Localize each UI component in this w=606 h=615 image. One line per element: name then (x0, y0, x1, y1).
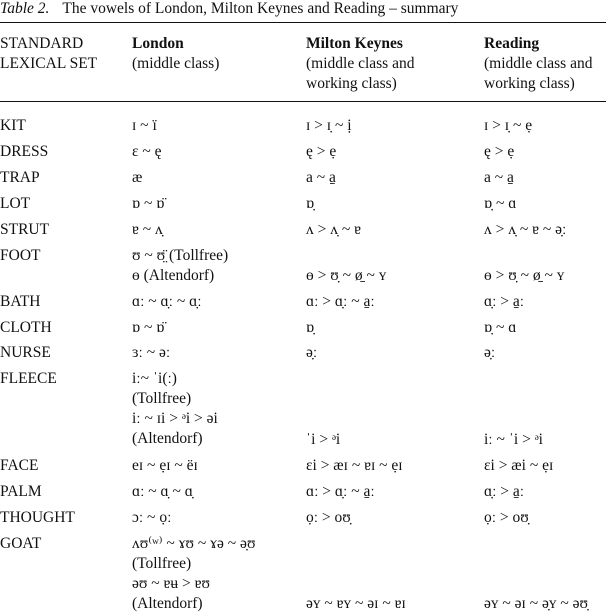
header-line: Milton Keynes (306, 35, 403, 52)
lexical-set-cell: KIT (0, 117, 26, 134)
london-cell (132, 508, 171, 528)
lexical-set-cell: STRUT (0, 220, 50, 238)
london-cell-line: ɔː ~ ọː (132, 508, 172, 526)
lexical-set-cell: THOUGHT (0, 508, 75, 526)
header-rule (0, 101, 606, 102)
lexical-set-cell: FACE (0, 456, 39, 474)
lexical-set-cell: GOAT (0, 534, 42, 552)
milton-keynes-cell: ọː > oʊ̣ (306, 508, 351, 526)
milton-keynes-cell: ɑː > ɑ̣ː ~ a̠ː (306, 292, 375, 310)
reading-cell: a ~ a̠ (484, 168, 514, 186)
london-cell (132, 343, 170, 363)
header-lexical-set (0, 34, 97, 74)
reading-cell: ɪ > ɪ̣ ~ ẹ (484, 117, 533, 134)
header-milton-keynes (306, 34, 414, 94)
header-london (132, 34, 219, 74)
header-line: working class) (484, 75, 575, 92)
reading-cell: ɑ̣ː > a̠ː (484, 482, 525, 500)
milton-keynes-cell: ɒ̣ (306, 318, 315, 336)
header-line: LEXICAL SET (0, 55, 98, 72)
reading-cell: iː ~ ˈi > ᵊi (484, 430, 543, 448)
header-line: Reading (484, 35, 540, 52)
london-cell-line: (Tollfree) (132, 390, 192, 408)
lexical-set-cell: FLEECE (0, 370, 57, 388)
london-cell-line: (Altendorf) (132, 594, 203, 612)
milton-keynes-cell: ɒ̣ (306, 194, 315, 212)
london-cell (132, 369, 218, 449)
milton-keynes-cell: ɪ > ɪ̣ ~ ị (306, 117, 352, 134)
reading-cell: ɒ̣ ~ ɑ (484, 194, 517, 212)
london-cell (132, 534, 255, 614)
london-cell-line: ɜː ~ əː (132, 344, 171, 362)
lexical-set-cell: BATH (0, 292, 41, 310)
header-line: working class) (306, 75, 397, 92)
london-cell-line: ɒ ~ ɒ̈ (132, 318, 165, 336)
milton-keynes-cell: əʏ ~ ɐʏ ~ əɪ ~ ɐɪ (306, 595, 406, 613)
lexical-set-cell: NURSE (0, 344, 51, 362)
london-cell (132, 116, 157, 136)
reading-cell: ɒ̣ ~ ɑ (484, 318, 517, 336)
table-caption (0, 0, 458, 20)
lexical-set-cell: CLOTH (0, 318, 52, 336)
lexical-set-cell: TRAP (0, 168, 40, 186)
milton-keynes-cell: ɛi > æɪ ~ ɐɪ ~ ẹɪ (306, 456, 403, 474)
milton-keynes-cell: ę > ẹ (306, 142, 337, 160)
london-cell-line: ʊ ~ ʊ̤̈ (Tollfree) (132, 246, 229, 264)
table-number: Table 2. (0, 0, 50, 17)
reading-cell: ɑ̣ː > a̠ː (484, 292, 525, 310)
london-cell-line: ɵ (Altendorf) (132, 266, 215, 284)
header-line: (middle class and (306, 55, 415, 72)
header-line: (middle class) (132, 55, 220, 72)
reading-cell: ə̣ː (484, 344, 496, 362)
reading-cell: əʏ ~ əɪ ~ ə̣ʏ ~ əʊ̣ (484, 595, 589, 613)
header-reading (484, 34, 592, 94)
milton-keynes-cell: ʌ > ʌ̣ ~ ɐ (306, 220, 362, 238)
reading-cell: ʌ > ʌ̣ ~ ɐ ~ ə̣ː (484, 220, 567, 238)
london-cell-line: æ (132, 168, 143, 186)
london-cell-line: əʊ ~ ɐʉ > ɐʊ (132, 574, 211, 592)
london-cell-line: iː~ ˈi(ː) (132, 370, 177, 388)
header-line: STANDARD (0, 35, 84, 52)
header-line: (middle class and (484, 55, 593, 72)
london-cell-line: ɑː ~ ɑ̣ ~ ɑ̣ (132, 482, 193, 500)
london-cell (132, 292, 202, 312)
london-cell (132, 194, 164, 214)
london-cell-line: (Altendorf) (132, 430, 203, 448)
london-cell (132, 168, 142, 188)
london-cell-line: ɪ ~ ï (132, 117, 157, 134)
reading-cell: ę > ẹ (484, 142, 515, 160)
lexical-set-cell: PALM (0, 482, 42, 500)
london-cell-line: ɒ ~ ɒ̈ (132, 194, 165, 212)
lexical-set-cell: DRESS (0, 142, 49, 160)
lexical-set-cell: LOT (0, 194, 31, 212)
london-cell (132, 246, 228, 286)
london-cell-line: (Tollfree) (132, 554, 192, 572)
london-cell-line: ɛ ~ ę (132, 142, 162, 160)
milton-keynes-cell: a ~ a̠ (306, 168, 336, 186)
milton-keynes-cell: ɑː > ɑ̣ː ~ a̠ː (306, 482, 375, 500)
london-cell-line: iː ~ ɪi > ᵊi > əi (132, 410, 218, 428)
milton-keynes-cell: ˈi > ᵊi (306, 430, 341, 448)
london-cell-line: eɪ ~ ẹɪ ~ ëɪ (132, 456, 198, 474)
london-cell (132, 482, 193, 502)
lexical-set-cell: FOOT (0, 246, 41, 264)
london-cell (132, 318, 164, 338)
london-cell-line: ɐ ~ ʌ̣ (132, 220, 163, 238)
top-rule (0, 22, 606, 23)
reading-cell: ɵ > ʊ̣ ~ ø̠ ~ ʏ (484, 266, 565, 284)
london-cell (132, 220, 163, 240)
london-cell-line: ɑː ~ ɑ̣ː ~ ɑ̣ː (132, 292, 202, 310)
header-line: London (132, 35, 184, 52)
table-title: The vowels of London, Milton Keynes and Reading – summary (62, 0, 459, 17)
reading-cell: ọː > oʊ̣ (484, 508, 529, 526)
milton-keynes-cell: ɵ > ʊ̣ ~ ø̠ ~ ʏ (306, 266, 387, 284)
london-cell-line: ʌʊ⁽ʷ⁾ ~ ɤʊ ~ ɤə ~ ə̣ʊ (132, 534, 256, 552)
london-cell (132, 142, 162, 162)
milton-keynes-cell: ə̣ː (306, 344, 318, 362)
london-cell (132, 456, 198, 476)
reading-cell: ɛi > æi ~ ẹɪ (484, 456, 554, 474)
